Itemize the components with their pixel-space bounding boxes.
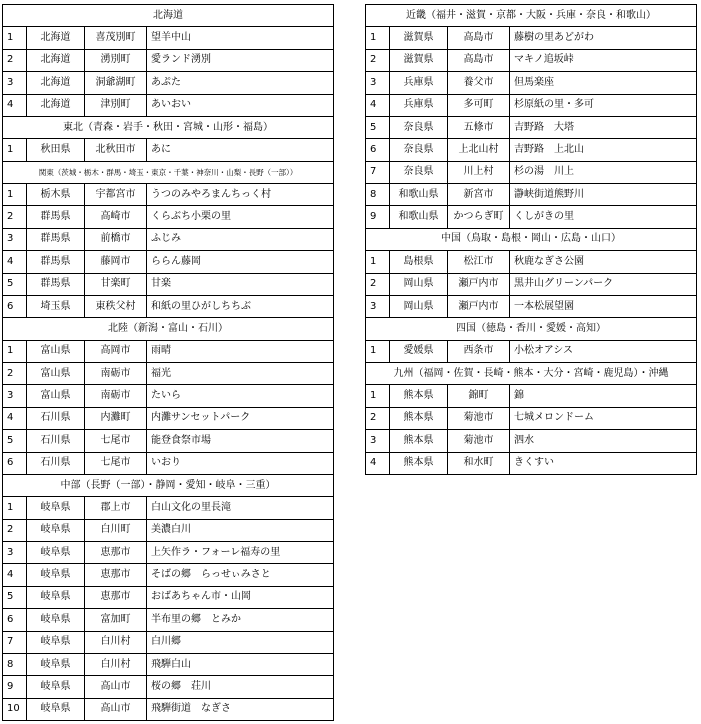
prefecture-cell: 石川県: [27, 430, 85, 452]
station-name-cell: 一本松展望園: [510, 295, 697, 317]
city-cell: 東秩父村: [85, 295, 147, 317]
station-name-cell: 泗水: [510, 430, 697, 452]
city-cell: 甘楽町: [85, 273, 147, 295]
table-row: [366, 27, 697, 49]
right-station-table: [365, 4, 697, 475]
station-name-cell: 上矢作ラ・フォーレ福寿の里: [147, 542, 334, 564]
prefecture-cell: 兵庫県: [390, 94, 448, 116]
region-header: 中国（鳥取・島根・岡山・広島・山口）: [366, 228, 697, 250]
row-number: 6: [3, 452, 27, 474]
prefecture-cell: 熊本県: [390, 452, 448, 474]
city-cell: 藤岡市: [85, 251, 147, 273]
region-header-row: [366, 228, 697, 250]
table-row: [366, 251, 697, 273]
prefecture-cell: 滋賀県: [390, 27, 448, 49]
row-number: 8: [3, 653, 27, 675]
table-row: [3, 407, 334, 429]
station-name-cell: 藤樹の里あどがわ: [510, 27, 697, 49]
row-number: 1: [3, 497, 27, 519]
table-row: [3, 139, 334, 161]
table-row: [3, 519, 334, 541]
city-cell: 郡上市: [85, 497, 147, 519]
station-name-cell: 桜の郷 荘川: [147, 676, 334, 698]
row-number: 4: [3, 407, 27, 429]
station-name-cell: 七城メロンドーム: [510, 407, 697, 429]
city-cell: 新宮市: [448, 184, 510, 206]
prefecture-cell: 滋賀県: [390, 49, 448, 71]
city-cell: かつらぎ町: [448, 206, 510, 228]
station-name-cell: 愛ランド湧別: [147, 49, 334, 71]
station-name-cell: 半布里の郷 とみか: [147, 609, 334, 631]
prefecture-cell: 北海道: [27, 94, 85, 116]
prefecture-cell: 奈良県: [390, 139, 448, 161]
station-name-cell: ららん藤岡: [147, 251, 334, 273]
table-row: [3, 228, 334, 250]
station-name-cell: きくすい: [510, 452, 697, 474]
station-name-cell: 錦: [510, 385, 697, 407]
row-number: 1: [366, 251, 390, 273]
station-name-cell: 能登食祭市場: [147, 430, 334, 452]
row-number: 2: [3, 363, 27, 385]
row-number: 5: [366, 116, 390, 138]
city-cell: 恵那市: [85, 542, 147, 564]
row-number: 3: [366, 295, 390, 317]
table-row: [366, 385, 697, 407]
station-name-cell: 但馬楽座: [510, 72, 697, 94]
row-number: 2: [366, 407, 390, 429]
row-number: 4: [3, 251, 27, 273]
table-row: [366, 94, 697, 116]
city-cell: 高山市: [85, 698, 147, 720]
prefecture-cell: 奈良県: [390, 116, 448, 138]
row-number: 6: [3, 295, 27, 317]
city-cell: 南砺市: [85, 385, 147, 407]
prefecture-cell: 岐阜県: [27, 519, 85, 541]
station-name-cell: そばの郷 らっせぃみさと: [147, 564, 334, 586]
prefecture-cell: 岐阜県: [27, 676, 85, 698]
region-header-row: [366, 318, 697, 340]
station-name-cell: 内灘サンセットパーク: [147, 407, 334, 429]
table-row: [3, 497, 334, 519]
table-row: [3, 698, 334, 720]
station-name-cell: 白川郷: [147, 631, 334, 653]
region-header-row: [3, 5, 334, 27]
row-number: 5: [3, 586, 27, 608]
city-cell: 北秋田市: [85, 139, 147, 161]
city-cell: 恵那市: [85, 564, 147, 586]
station-name-cell: 白山文化の里長滝: [147, 497, 334, 519]
prefecture-cell: 岡山県: [390, 273, 448, 295]
station-name-cell: 杉の湯 川上: [510, 161, 697, 183]
table-row: [3, 542, 334, 564]
city-cell: 五條市: [448, 116, 510, 138]
prefecture-cell: 岐阜県: [27, 586, 85, 608]
city-cell: 西条市: [448, 340, 510, 362]
city-cell: 瀬戸内市: [448, 273, 510, 295]
table-row: [3, 385, 334, 407]
station-name-cell: くしがきの里: [510, 206, 697, 228]
city-cell: 瀬戸内市: [448, 295, 510, 317]
row-number: 4: [366, 452, 390, 474]
row-number: 10: [3, 698, 27, 720]
prefecture-cell: 岐阜県: [27, 542, 85, 564]
region-header: 東北（青森・岩手・秋田・宮城・山形・福島）: [3, 116, 334, 138]
table-row: [3, 94, 334, 116]
region-header: 近畿（福井・滋賀・京都・大阪・兵庫・奈良・和歌山）: [366, 5, 697, 27]
table-row: [3, 609, 334, 631]
row-number: 1: [366, 385, 390, 407]
station-name-cell: 美濃白川: [147, 519, 334, 541]
table-row: [366, 340, 697, 362]
row-number: 4: [3, 564, 27, 586]
table-row: [366, 72, 697, 94]
prefecture-cell: 栃木県: [27, 184, 85, 206]
prefecture-cell: 兵庫県: [390, 72, 448, 94]
station-name-cell: たいら: [147, 385, 334, 407]
row-number: 3: [3, 542, 27, 564]
row-number: 2: [366, 273, 390, 295]
city-cell: 白川町: [85, 519, 147, 541]
region-header: 四国（徳島・香川・愛媛・高知）: [366, 318, 697, 340]
table-row: [3, 363, 334, 385]
prefecture-cell: 富山県: [27, 363, 85, 385]
table-row: [3, 586, 334, 608]
prefecture-cell: 熊本県: [390, 385, 448, 407]
table-row: [3, 295, 334, 317]
station-name-cell: おばあちゃん市・山岡: [147, 586, 334, 608]
table-row: [3, 564, 334, 586]
table-row: [366, 407, 697, 429]
row-number: 1: [3, 184, 27, 206]
city-cell: 和水町: [448, 452, 510, 474]
city-cell: 内灘町: [85, 407, 147, 429]
station-name-cell: 望羊中山: [147, 27, 334, 49]
city-cell: 喜茂別町: [85, 27, 147, 49]
region-header-row: [3, 161, 334, 183]
city-cell: 恵那市: [85, 586, 147, 608]
row-number: 9: [366, 206, 390, 228]
table-row: [366, 49, 697, 71]
table-row: [3, 251, 334, 273]
row-number: 6: [3, 609, 27, 631]
row-number: 2: [3, 206, 27, 228]
station-name-cell: 飛騨街道 なぎさ: [147, 698, 334, 720]
city-cell: 錦町: [448, 385, 510, 407]
station-name-cell: くらぶち小栗の里: [147, 206, 334, 228]
prefecture-cell: 石川県: [27, 452, 85, 474]
prefecture-cell: 群馬県: [27, 273, 85, 295]
table-row: [3, 184, 334, 206]
region-header: 関東（茨城・栃木・群馬・埼玉・東京・千葉・神奈川・山梨・長野（一部））: [3, 161, 334, 183]
row-number: 4: [366, 94, 390, 116]
city-cell: 高島市: [448, 49, 510, 71]
row-number: 1: [3, 27, 27, 49]
row-number: 7: [3, 631, 27, 653]
city-cell: 菊池市: [448, 430, 510, 452]
station-name-cell: 和紙の里ひがしちちぶ: [147, 295, 334, 317]
row-number: 2: [3, 49, 27, 71]
row-number: 9: [3, 676, 27, 698]
row-number: 1: [3, 139, 27, 161]
table-row: [366, 116, 697, 138]
prefecture-cell: 岐阜県: [27, 497, 85, 519]
prefecture-cell: 岐阜県: [27, 609, 85, 631]
row-number: 5: [3, 273, 27, 295]
prefecture-cell: 愛媛県: [390, 340, 448, 362]
city-cell: 高崎市: [85, 206, 147, 228]
row-number: 1: [366, 340, 390, 362]
region-header: 九州（福岡・佐賀・長崎・熊本・大分・宮崎・鹿児島）・沖縄: [366, 363, 697, 385]
table-row: [3, 340, 334, 362]
row-number: 5: [3, 430, 27, 452]
table-row: [3, 206, 334, 228]
station-name-cell: 甘楽: [147, 273, 334, 295]
row-number: 6: [366, 139, 390, 161]
region-header-row: [3, 116, 334, 138]
row-number: 4: [3, 94, 27, 116]
table-row: [366, 139, 697, 161]
prefecture-cell: 岐阜県: [27, 698, 85, 720]
station-name-cell: 黒井山グリーンパーク: [510, 273, 697, 295]
prefecture-cell: 群馬県: [27, 206, 85, 228]
prefecture-cell: 富山県: [27, 340, 85, 362]
station-name-cell: いおり: [147, 452, 334, 474]
row-number: 1: [366, 27, 390, 49]
prefecture-cell: 群馬県: [27, 228, 85, 250]
station-name-cell: あぷた: [147, 72, 334, 94]
table-row: [366, 273, 697, 295]
region-header: 北海道: [3, 5, 334, 27]
station-name-cell: あに: [147, 139, 334, 161]
prefecture-cell: 和歌山県: [390, 206, 448, 228]
city-cell: 洞爺湖町: [85, 72, 147, 94]
table-row: [366, 295, 697, 317]
city-cell: 前橋市: [85, 228, 147, 250]
prefecture-cell: 和歌山県: [390, 184, 448, 206]
station-name-cell: ふじみ: [147, 228, 334, 250]
station-name-cell: 小松オアシス: [510, 340, 697, 362]
table-row: [366, 430, 697, 452]
city-cell: 南砺市: [85, 363, 147, 385]
station-name-cell: 吉野路 上北山: [510, 139, 697, 161]
left-station-table: [2, 4, 334, 721]
city-cell: 七尾市: [85, 452, 147, 474]
table-row: [366, 206, 697, 228]
station-name-cell: うつのみやろまんちっく村: [147, 184, 334, 206]
region-header-row: [366, 363, 697, 385]
region-header-row: [366, 5, 697, 27]
city-cell: 富加町: [85, 609, 147, 631]
station-name-cell: 吉野路 大塔: [510, 116, 697, 138]
city-cell: 津別町: [85, 94, 147, 116]
table-row: [3, 631, 334, 653]
city-cell: 高岡市: [85, 340, 147, 362]
row-number: 2: [3, 519, 27, 541]
city-cell: 松江市: [448, 251, 510, 273]
row-number: 7: [366, 161, 390, 183]
region-header: 中部（長野（一部）・静岡・愛知・岐阜・三重）: [3, 474, 334, 496]
table-row: [366, 184, 697, 206]
row-number: 2: [366, 49, 390, 71]
city-cell: 上北山村: [448, 139, 510, 161]
row-number: 8: [366, 184, 390, 206]
station-name-cell: 瀞峡街道熊野川: [510, 184, 697, 206]
row-number: 3: [3, 72, 27, 94]
table-row: [3, 653, 334, 675]
table-row: [3, 430, 334, 452]
table-row: [366, 161, 697, 183]
prefecture-cell: 岐阜県: [27, 564, 85, 586]
prefecture-cell: 奈良県: [390, 161, 448, 183]
row-number: 3: [3, 228, 27, 250]
prefecture-cell: 北海道: [27, 72, 85, 94]
table-row: [3, 676, 334, 698]
row-number: 3: [3, 385, 27, 407]
prefecture-cell: 島根県: [390, 251, 448, 273]
table-row: [3, 49, 334, 71]
station-name-cell: マキノ追坂峠: [510, 49, 697, 71]
city-cell: 高山市: [85, 676, 147, 698]
table-row: [366, 452, 697, 474]
prefecture-cell: 熊本県: [390, 430, 448, 452]
prefecture-cell: 埼玉県: [27, 295, 85, 317]
row-number: 1: [3, 340, 27, 362]
city-cell: 多可町: [448, 94, 510, 116]
table-row: [3, 27, 334, 49]
table-row: [3, 273, 334, 295]
prefecture-cell: 岡山県: [390, 295, 448, 317]
prefecture-cell: 石川県: [27, 407, 85, 429]
city-cell: 湧別町: [85, 49, 147, 71]
prefecture-cell: 秋田県: [27, 139, 85, 161]
region-header: 北陸（新潟・富山・石川）: [3, 318, 334, 340]
region-header-row: [3, 318, 334, 340]
station-name-cell: 秋鹿なぎさ公園: [510, 251, 697, 273]
station-name-cell: 福光: [147, 363, 334, 385]
city-cell: 菊池市: [448, 407, 510, 429]
table-row: [3, 452, 334, 474]
prefecture-cell: 北海道: [27, 49, 85, 71]
prefecture-cell: 岐阜県: [27, 653, 85, 675]
city-cell: 高島市: [448, 27, 510, 49]
city-cell: 宇都宮市: [85, 184, 147, 206]
prefecture-cell: 群馬県: [27, 251, 85, 273]
station-name-cell: あいおい: [147, 94, 334, 116]
city-cell: 川上村: [448, 161, 510, 183]
table-row: [3, 72, 334, 94]
city-cell: 養父市: [448, 72, 510, 94]
station-name-cell: 雨晴: [147, 340, 334, 362]
prefecture-cell: 富山県: [27, 385, 85, 407]
region-header-row: [3, 474, 334, 496]
prefecture-cell: 熊本県: [390, 407, 448, 429]
city-cell: 白川村: [85, 653, 147, 675]
station-name-cell: 杉原紙の里・多可: [510, 94, 697, 116]
city-cell: 白川村: [85, 631, 147, 653]
prefecture-cell: 北海道: [27, 27, 85, 49]
prefecture-cell: 岐阜県: [27, 631, 85, 653]
station-name-cell: 飛騨白山: [147, 653, 334, 675]
row-number: 3: [366, 72, 390, 94]
row-number: 3: [366, 430, 390, 452]
city-cell: 七尾市: [85, 430, 147, 452]
